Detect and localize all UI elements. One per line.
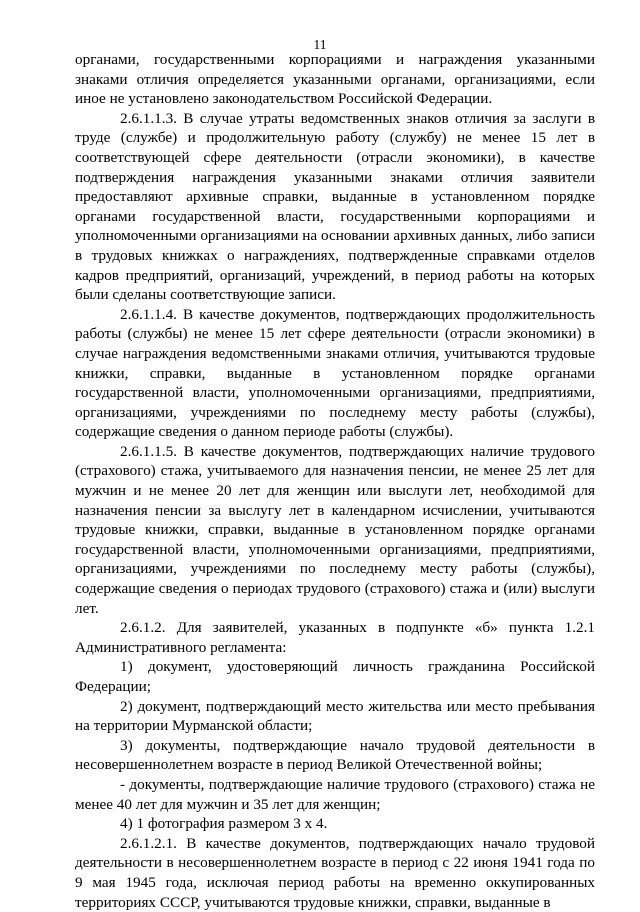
list-item-4: 4) 1 фотография размером 3 х 4.: [120, 815, 328, 833]
list-item-1: 1) документ, удостоверяющий личность гражданина Российской Федерации;: [75, 658, 595, 695]
paragraph-2-6-1-1-3: 2.6.1.1.3. В случае утраты ведомственных знаков отличия за заслуги в труде (службе) и продолжительную работу (службу) не менее 15 лет в соответствующей сфере деятельности (отрасли экономики), в качестве подтверждения награждения указанными знаками отличия заявители предоставляют архивные справки, выданные в установленном порядке органами государственной власти, государственными корпорациями и уполномоченными организациями на основании архивных данных, либо записи в трудовых книжках о награждениях, подтвержденные справками отделов кадров предприятий, организаций, учреждений, в период работы на которых были сделаны соответствующие записи.: [75, 109, 595, 304]
paragraph-continuation: органами, государственными корпорациями и награждения указанными знаками отличия определяется указанными органами, организациями, если иное не установлено законодательством Российской Федерации.: [75, 51, 595, 108]
document-body: [75, 50, 595, 912]
list-item-dash: - документы, подтверждающие наличие трудового (страхового) стажа не менее 40 лет для мужчин и 35 лет для женщин;: [75, 775, 595, 813]
paragraph-2-6-1-1-4: 2.6.1.1.4. В качестве документов, подтверждающих продолжительность работы (службы) не менее 15 лет сфере деятельности (отрасли экономики) в случае награждения ведомственными знаками отличия, учитываются трудовые книжки, справки, выданные в установленном порядке органами государственной власти, уполномоченными организациями, предприятиями, организациями, учреждениями по последнему месту работы (службы), содержащие сведения о данном периоде работы (службы).: [75, 305, 595, 441]
list-item-3: 3) документы, подтверждающие начало трудовой деятельности в несовершеннолетнем возрасте в период Великой Отечественной войны;: [75, 736, 595, 774]
page-number: 11: [313, 37, 327, 52]
paragraph-2-6-1-1-5: 2.6.1.1.5. В качестве документов, подтверждающих наличие трудового (страхового) стажа, учитываемого для назначения пенсии, не менее 25 лет для мужчин и не менее 20 лет для женщин или выслуги лет, необходимой для назначения пенсии за выслугу лет в календарном исчислении, учитываются трудовые книжки, справки, выданные в установленном порядке органами государственной власти, уполномоченными организациями, предприятиями, организациями, учреждениями по последнему месту работы (службы), содержащие сведения о периодах трудового (страхового) стажа и (или) выслуги лет.: [75, 442, 595, 617]
paragraph-2-6-1-2-1: 2.6.1.2.1. В качестве документов, подтверждающих начало трудовой деятельности в несовершеннолетнем возрасте в период с 22 июня 1941 года по 9 мая 1945 года, исключая период работы на временно оккупированных территориях СССР, учитываются трудовые книжки, справки, выданные в: [75, 834, 595, 911]
list-item-2: 2) документ, подтверждающий место жительства или место пребывания на территории Мурманской области;: [75, 697, 595, 735]
paragraph-2-6-1-2: 2.6.1.2. Для заявителей, указанных в подпункте «б» пункта 1.2.1 Административного регламента:: [75, 619, 595, 656]
